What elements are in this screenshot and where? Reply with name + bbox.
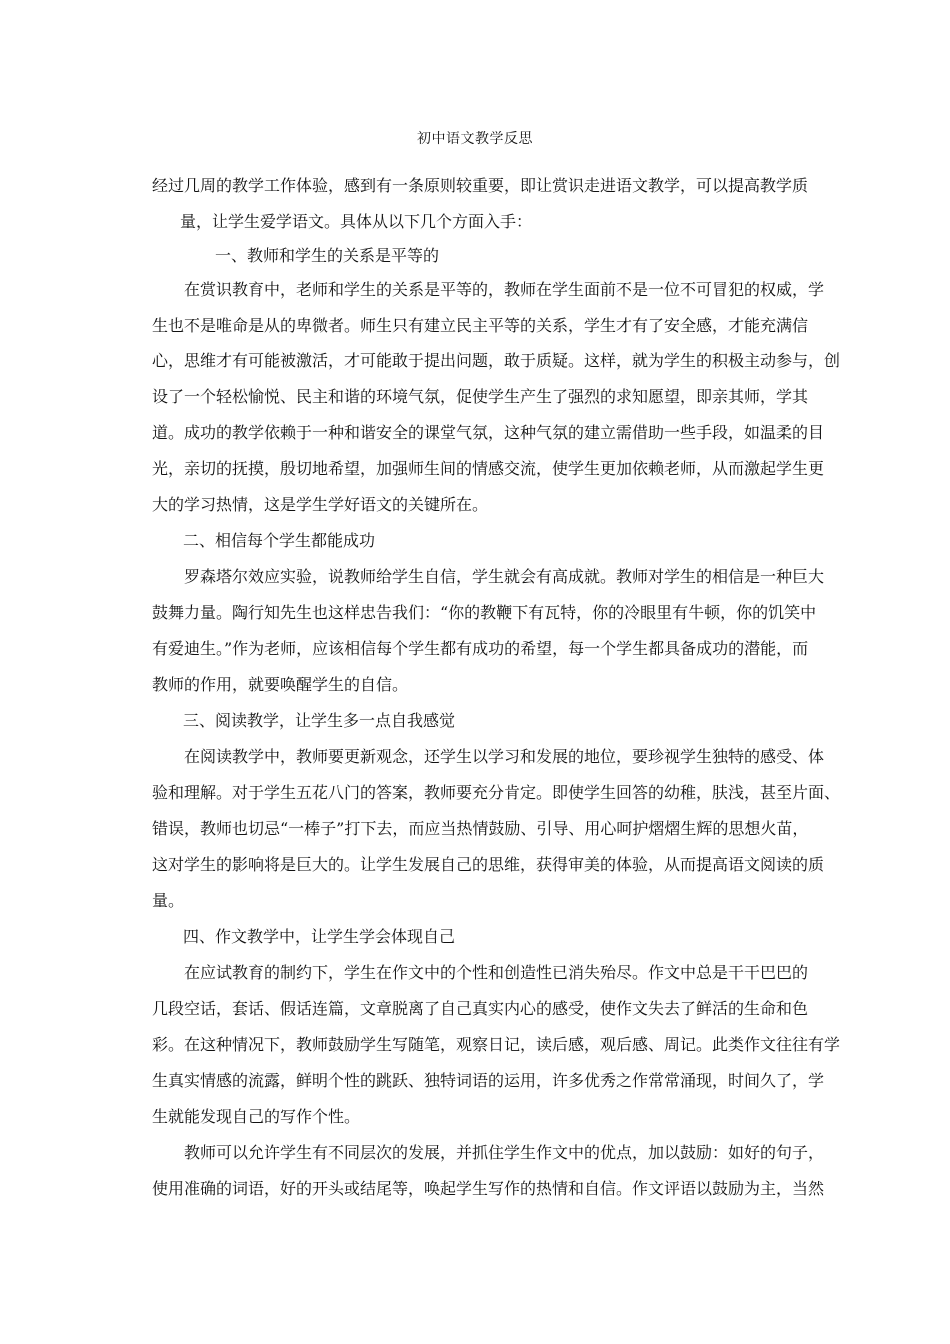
paragraph-line: 使用准确的词语，好的开头或结尾等，唤起学生写作的热情和自信。作文评语以鼓励为主，当然 xyxy=(152,1179,825,1198)
paragraph-line: 鼓舞力量。陶行知先生也这样忠告我们：“你的教鞭下有瓦特，你的冷眼里有牛顿，你的饥笑中 xyxy=(152,603,817,622)
section-heading: 四、作文教学中，让学生学会体现自己 xyxy=(183,927,456,946)
paragraph-line: 在赏识教育中，老师和学生的关系是平等的，教师在学生面前不是一位不可冒犯的权威，学 xyxy=(184,280,825,299)
paragraph-line: 量，让学生爱学语文。具体从以下几个方面入手： xyxy=(180,212,533,231)
paragraph-line: 在应试教育的制约下，学生在作文中的个性和创造性已消失殆尽。作文中总是干干巴巴的 xyxy=(184,963,809,982)
paragraph-line: 光，亲切的抚摸，殷切地希望，加强师生间的情感交流，使学生更加依赖老师，从而激起学生更 xyxy=(152,459,825,478)
paragraph-line: 教师可以允许学生有不同层次的发展，并抓住学生作文中的优点，加以鼓励：如好的句子， xyxy=(184,1143,825,1162)
paragraph-line: 量。 xyxy=(152,891,185,910)
section-heading: 二、相信每个学生都能成功 xyxy=(183,531,376,550)
paragraph-line: 心，思维才有可能被激活，才可能敢于提出问题，敢于质疑。这样，就为学生的积极主动参与，创 xyxy=(152,351,841,370)
section-heading: 一、教师和学生的关系是平等的 xyxy=(215,246,440,265)
paragraph-line: 几段空话，套话、假话连篇，文章脱离了自己真实内心的感受，使作文失去了鲜活的生命和色 xyxy=(152,999,809,1018)
paragraph-line: 这对学生的影响将是巨大的。让学生发展自己的思维，获得审美的体验，从而提高语文阅读的质 xyxy=(152,855,825,874)
paragraph-line: 大的学习热情，这是学生学好语文的关键所在。 xyxy=(152,495,489,514)
paragraph-line: 验和理解。对于学生五花八门的答案，教师要充分肯定。即使学生回答的幼稚，肤浅，甚至片面、 xyxy=(152,783,841,802)
paragraph-line: 经过几周的教学工作体验，感到有一条原则较重要，即让赏识走进语文教学，可以提高教学质 xyxy=(152,176,809,195)
paragraph-line: 设了一个轻松愉悦、民主和谐的环境气氛，促使学生产生了强烈的求知愿望，即亲其师，学其 xyxy=(152,387,809,406)
section-heading: 三、阅读教学，让学生多一点自我感觉 xyxy=(183,711,456,730)
paragraph-line: 罗森塔尔效应实验，说教师给学生自信，学生就会有高成就。教师对学生的相信是一种巨大 xyxy=(184,567,825,586)
paragraph-line: 在阅读教学中，教师要更新观念，还学生以学习和发展的地位，要珍视学生独特的感受、体 xyxy=(184,747,825,766)
paragraph-line: 生真实情感的流露，鲜明个性的跳跃、独特词语的运用，许多优秀之作常常涌现，时间久了，学 xyxy=(152,1071,825,1090)
paragraph-line: 教师的作用，就要唤醒学生的自信。 xyxy=(152,675,409,694)
document-title: 初中语文教学反思 xyxy=(417,131,533,147)
paragraph-line: 生就能发现自己的写作个性。 xyxy=(152,1107,361,1126)
paragraph-line: 彩。在这种情况下，教师鼓励学生写随笔，观察日记，读后感，观后感、周记。此类作文往往有学 xyxy=(152,1035,841,1054)
paragraph-line: 有爱迪生。”作为老师，应该相信每个学生都有成功的希望，每一个学生都具备成功的潜能，而 xyxy=(152,639,809,658)
paragraph-line: 生也不是唯命是从的卑微者。师生只有建立民主平等的关系，学生才有了安全感，才能充满信 xyxy=(152,316,809,335)
paragraph-line: 错误，教师也切忌“一棒子”打下去，而应当热情鼓励、引导、用心呵护熠熠生辉的思想火苗， xyxy=(152,819,809,838)
paragraph-line: 道。成功的教学依赖于一种和谐安全的课堂气氛，这种气氛的建立需借助一些手段，如温柔的目 xyxy=(152,423,825,442)
